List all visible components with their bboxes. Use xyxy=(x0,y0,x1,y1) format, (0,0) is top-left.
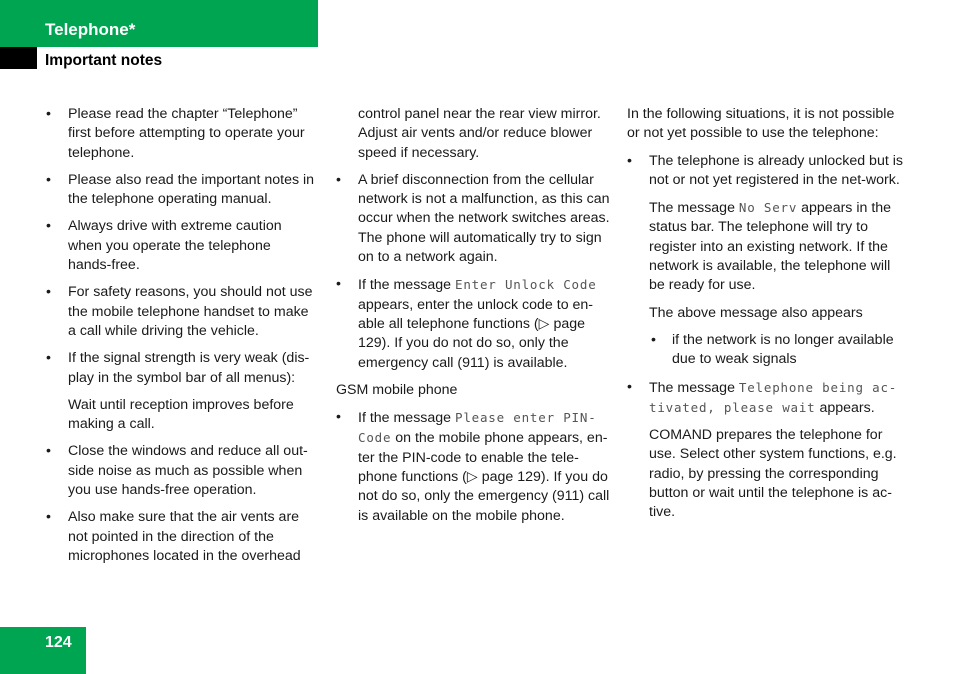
bullet-icon: • xyxy=(651,331,656,348)
bullet-icon: • xyxy=(46,218,51,235)
page-number-box xyxy=(0,627,86,674)
bullet-icon: • xyxy=(627,152,632,169)
display-message: Telephone being ac-tivated, please wait xyxy=(649,379,898,415)
list-item-text: appears. xyxy=(815,399,875,416)
list-item-text: Please read the chapter “Telephone” first before attempting to operate your telephone. xyxy=(68,106,305,161)
display-message: No Serv xyxy=(738,200,798,216)
section-title: Important notes xyxy=(45,52,163,69)
subheading: GSM mobile phone xyxy=(336,381,458,398)
list-item xyxy=(627,378,903,419)
bullet-icon: • xyxy=(336,171,341,188)
list-item xyxy=(627,152,903,191)
list-item-text: appears, enter the unlock code to en-able all telephone functions (▷ page 129). If you do not do so, only the emergency call (911) is available. xyxy=(358,296,594,371)
section-marker xyxy=(0,47,37,69)
chapter-title: Telephone* xyxy=(45,20,136,39)
display-message: Please enter PIN-Code xyxy=(358,410,597,446)
list-item xyxy=(46,283,318,341)
list-item xyxy=(46,217,318,275)
list-item xyxy=(336,275,610,372)
list-item-text: If the message xyxy=(358,410,455,427)
note-text xyxy=(627,198,903,295)
note-text-part: The message xyxy=(649,200,739,217)
list-item-text: If the signal strength is very weak (dis-play in the symbol bar of all menus): xyxy=(68,350,310,386)
continued-text: control panel near the rear view mirror. Adjust air vents and/or reduce blower speed if necessary. xyxy=(358,106,601,161)
bullet-icon: • xyxy=(46,509,51,526)
list-item-text: A brief disconnection from the cellular network is not a malfunction, as this can occur when the network switches areas. The phone will automatically try to sign on to a network again. xyxy=(358,171,610,266)
bullet-icon: • xyxy=(46,350,51,367)
list-item-text: For safety reasons, you should not use the mobile telephone handset to make a call while driving the vehicle. xyxy=(68,284,313,339)
display-message: Enter Unlock Code xyxy=(455,277,597,293)
list-item xyxy=(46,349,318,388)
list-item xyxy=(46,105,318,163)
list-item xyxy=(46,442,318,500)
list-item-text: Also make sure that the air vents are not pointed in the direction of the microphones located in the overhead xyxy=(68,509,301,564)
column-1 xyxy=(46,105,318,574)
bullet-icon: • xyxy=(46,106,51,122)
page-number: 124 xyxy=(45,634,72,651)
list-item-text: If the message xyxy=(358,277,455,294)
list-item-text: Always drive with extreme caution when you operate the telephone hands-free. xyxy=(68,218,282,274)
list-item xyxy=(336,408,610,526)
list-item-text: Close the windows and reduce all out-side noise as much as possible when you use hands-free operation. xyxy=(68,443,308,499)
list-item-text: Please also read the important notes in the telephone operating manual. xyxy=(68,171,315,208)
list-item-text: on the mobile phone appears, en-ter the PIN-code to enable the tele-phone functions (▷ page 129). If you do not do so, only the emergency (911) call is available on the mobile phone. xyxy=(358,430,610,524)
note-text: COMAND prepares the telephone for use. Select other system functions, e.g. radio, by pressing the corresponding button or wait until the telephone is ac-tive. xyxy=(649,427,897,521)
list-item-text: if the network is no longer available due to weak signals xyxy=(672,331,894,368)
intro-text: In the following situations, it is not possible or not yet possible to use the telephone: xyxy=(627,106,895,142)
list-item xyxy=(46,508,318,566)
bullet-icon: • xyxy=(46,171,51,188)
list-item-text: The message xyxy=(649,379,739,396)
sub-list-item xyxy=(627,331,903,370)
note-text-part: appears in the status bar. The telephone will try to register into an existing network. If the network is available, the telephone will be ready for use. xyxy=(649,200,892,294)
bullet-icon: • xyxy=(46,284,51,301)
column-3 xyxy=(627,105,903,531)
bullet-icon: • xyxy=(336,276,341,293)
bullet-icon: • xyxy=(46,443,51,460)
list-item xyxy=(336,171,610,267)
bullet-icon: • xyxy=(336,409,341,426)
column-2 xyxy=(336,105,610,534)
list-item-text: The telephone is already unlocked but is not or not yet registered in the net-work. xyxy=(649,152,903,188)
bullet-icon: • xyxy=(627,378,632,395)
note-text: Wait until reception improves before making a call. xyxy=(68,396,294,433)
note-text: The above message also appears xyxy=(649,304,863,321)
list-item xyxy=(46,171,318,210)
